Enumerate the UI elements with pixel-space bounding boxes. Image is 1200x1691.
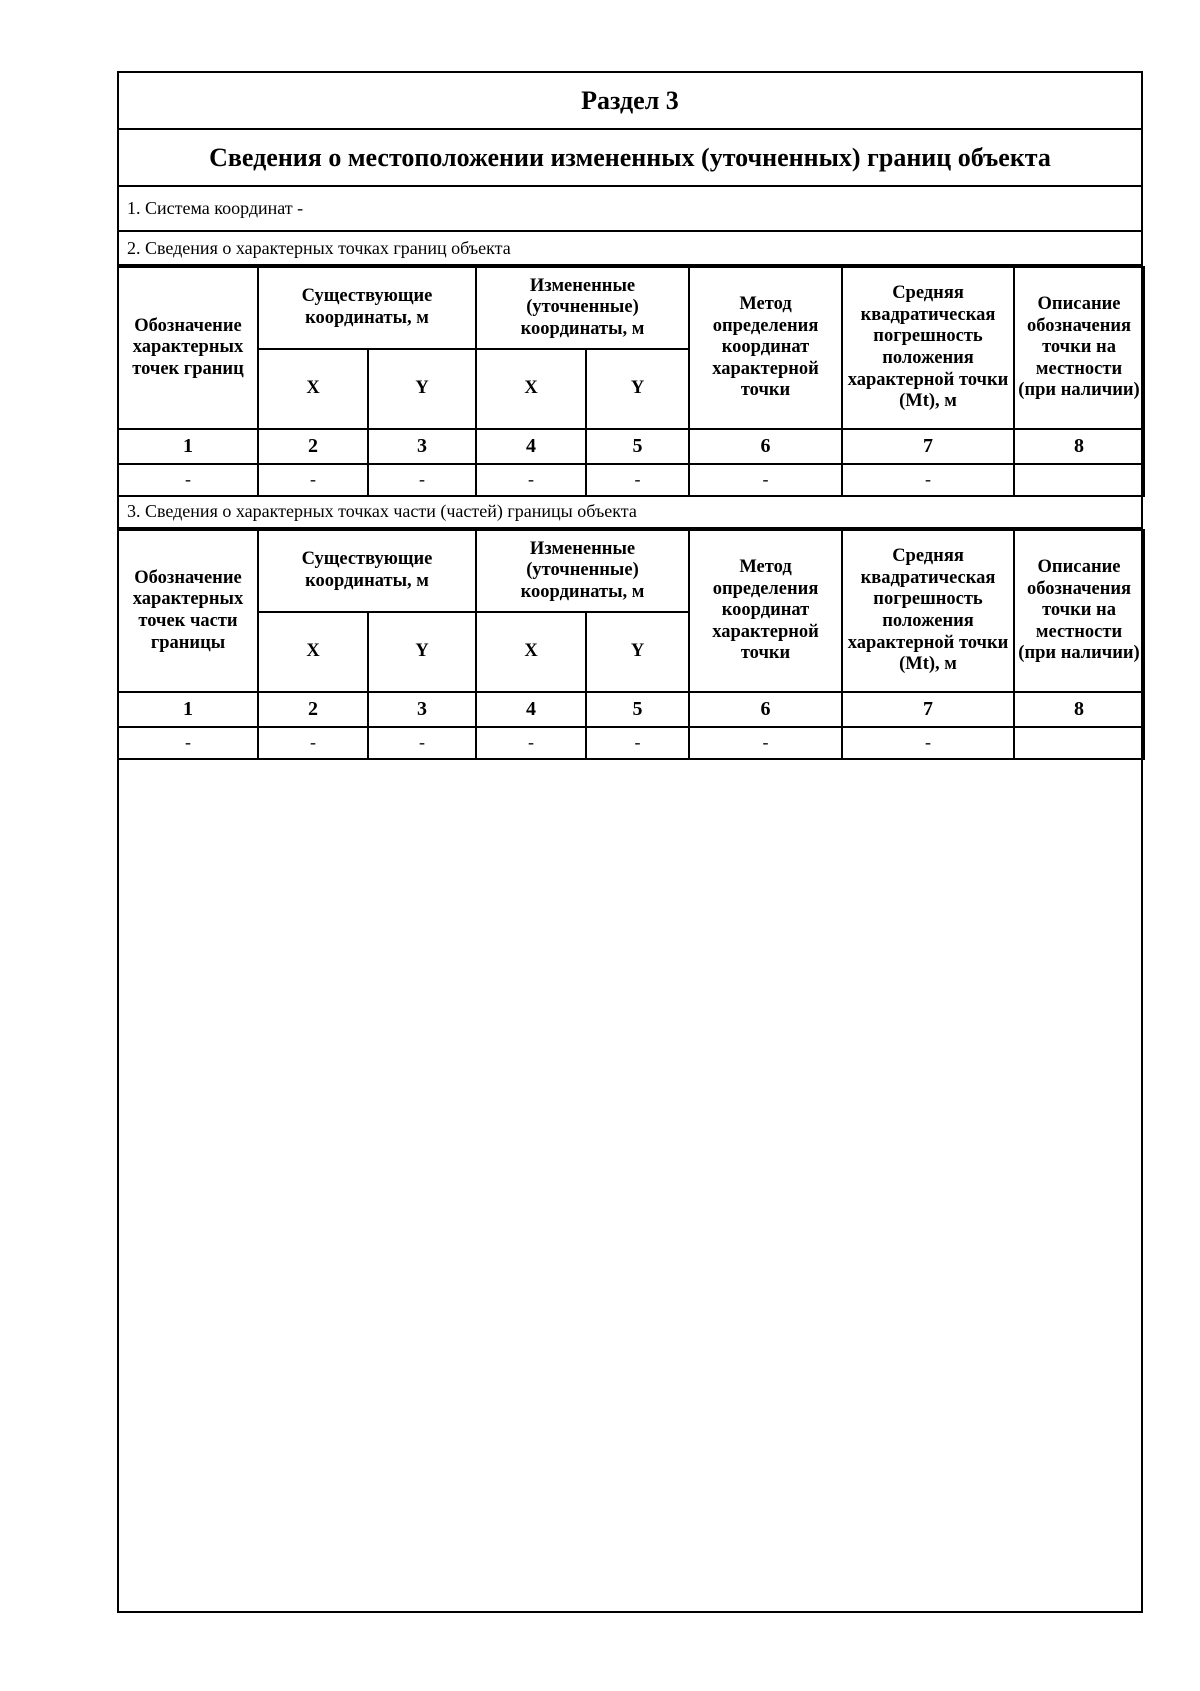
- column-number: 6: [689, 692, 842, 727]
- column-number: 2: [258, 429, 368, 464]
- header-point-description: Описание обозначения точки на местности (при наличии): [1014, 530, 1144, 692]
- column-number: 1: [118, 429, 258, 464]
- header-method: Метод определения координат характерной точки: [689, 267, 842, 429]
- header-changed-coordinates: Измененные (уточненные) координаты, м: [476, 267, 689, 349]
- column-number: 6: [689, 429, 842, 464]
- header-point-designation: Обозначение характерных точек границ: [118, 267, 258, 429]
- column-number: 7: [842, 429, 1014, 464]
- column-number: 5: [586, 692, 689, 727]
- column-number: 2: [258, 692, 368, 727]
- part-boundary-points-table: [117, 529, 1145, 760]
- column-number: 7: [842, 692, 1014, 727]
- header-changed-y: Y: [586, 612, 689, 692]
- column-number: 4: [476, 429, 586, 464]
- table-cell: -: [689, 727, 842, 759]
- header-changed-x: X: [476, 612, 586, 692]
- table-cell: -: [476, 464, 586, 496]
- column-number: 3: [368, 429, 476, 464]
- column-number: 1: [118, 692, 258, 727]
- column-number: 8: [1014, 692, 1144, 727]
- section-2-title: 2. Сведения о характерных точках границ объекта: [119, 232, 1141, 266]
- table-cell: -: [842, 727, 1014, 759]
- header-mean-square-error: Средняя квадратическая погрешность положения характерной точки (Mt), м: [842, 267, 1014, 429]
- section-title: Раздел 3: [119, 73, 1141, 130]
- header-part-point-designation: Обозначение характерных точек части границы: [118, 530, 258, 692]
- header-existing-x: X: [258, 349, 368, 429]
- table-cell: -: [586, 727, 689, 759]
- header-method: Метод определения координат характерной точки: [689, 530, 842, 692]
- table-row: [118, 464, 1144, 496]
- header-existing-coordinates: Существующие координаты, м: [258, 267, 476, 349]
- table-cell: -: [842, 464, 1014, 496]
- section-3-title: 3. Сведения о характерных точках части (частей) границы объекта: [119, 495, 1141, 529]
- header-changed-y: Y: [586, 349, 689, 429]
- column-number: 8: [1014, 429, 1144, 464]
- column-numbers-row: [118, 429, 1144, 464]
- header-existing-x: X: [258, 612, 368, 692]
- document-frame: [117, 71, 1143, 1613]
- header-existing-y: Y: [368, 612, 476, 692]
- table-row: [118, 727, 1144, 759]
- table-cell: -: [258, 464, 368, 496]
- table-cell: -: [368, 727, 476, 759]
- table-cell: -: [118, 464, 258, 496]
- column-number: 3: [368, 692, 476, 727]
- header-point-description: Описание обозначения точки на местности (при наличии): [1014, 267, 1144, 429]
- table-cell: -: [368, 464, 476, 496]
- column-number: 4: [476, 692, 586, 727]
- header-changed-x: X: [476, 349, 586, 429]
- table-cell: -: [689, 464, 842, 496]
- document-title: Сведения о местоположении измененных (уточненных) границ объекта: [119, 130, 1141, 187]
- header-mean-square-error: Средняя квадратическая погрешность положения характерной точки (Mt), м: [842, 530, 1014, 692]
- boundary-points-table: [117, 266, 1145, 497]
- table-cell: -: [586, 464, 689, 496]
- column-number: 5: [586, 429, 689, 464]
- table-cell: -: [258, 727, 368, 759]
- table-cell: [1014, 727, 1144, 759]
- table-cell: -: [476, 727, 586, 759]
- column-numbers-row: [118, 692, 1144, 727]
- header-changed-coordinates: Измененные (уточненные) координаты, м: [476, 530, 689, 612]
- header-existing-coordinates: Существующие координаты, м: [258, 530, 476, 612]
- header-existing-y: Y: [368, 349, 476, 429]
- coordinate-system-line: 1. Система координат -: [119, 187, 1141, 232]
- table-cell: -: [118, 727, 258, 759]
- table-cell: [1014, 464, 1144, 496]
